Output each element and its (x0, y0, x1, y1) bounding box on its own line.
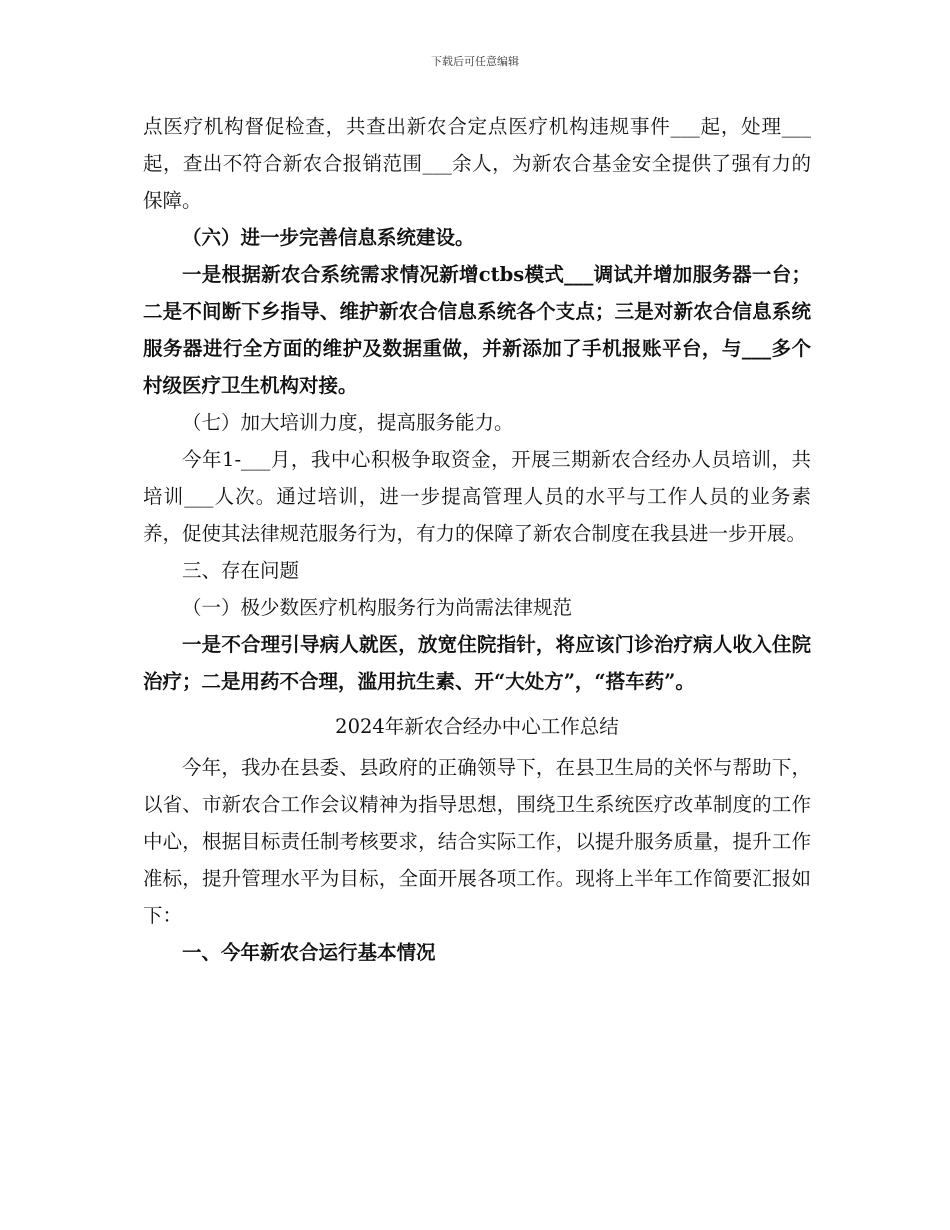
paragraph-training: 今年1-___月，我中心积极争取资金，开展三期新农合经办人员培训，共培训___人次。通过培训，进一步提高管理人员的水平与工作人员的业务素养，促使其法律规范服务行为，有力的保障了新农合制度在我县进一步开展。 (143, 448, 811, 545)
document-body (143, 108, 811, 971)
paragraph-problem-one: 一是不合理引导病人就医，放宽住院指针，将应该门诊治疗病人收入住院治疗；二是用药不合理，滥用抗生素、开“大处方”，“搭车药”。 (143, 633, 811, 693)
heading-problem-one: （一）极少数医疗机构服务行为尚需法律规范 (182, 596, 573, 619)
document-title: 2024年新农合经办中心工作总结 (335, 715, 619, 738)
paragraph-info-system: 一是根据新农合系统需求情况新增ctbs模式___调试并增加服务器一台；二是不间断下乡指导、维护新农合信息系统各个支点；三是对新农合信息系统服务器进行全方面的维护及数据重做，并新添加了手机报账平台，与___多个村级医疗卫生机构对接。 (143, 263, 811, 397)
heading-basic-situation: 一、今年新农合运行基本情况 (182, 941, 436, 964)
heading-problems: 三、存在问题 (182, 559, 300, 582)
paragraph-intro: 今年，我办在县委、县政府的正确领导下，在县卫生局的关怀与帮助下，以省、市新农合工作会议精神为指导思想，围绕卫生系统医疗改革制度的工作中心，根据目标责任制考核要求，结合实际工作，以提升服务质量，提升工作准标，提升管理水平为目标，全面开展各项工作。现将上半年工作简要汇报如下： (143, 756, 811, 927)
heading-info-system: （六）进一步完善信息系统建设。 (182, 226, 475, 249)
heading-training: （七）加大培训力度，提高服务能力。 (182, 411, 514, 434)
paragraph-violation-check: 点医疗机构督促检查，共查出新农合定点医疗机构违规事件___起，处理___起，查出不符合新农合报销范围___余人，为新农合基金安全提供了强有力的保障。 (143, 115, 811, 212)
page-header: 下载后可任意编辑 (431, 55, 519, 68)
